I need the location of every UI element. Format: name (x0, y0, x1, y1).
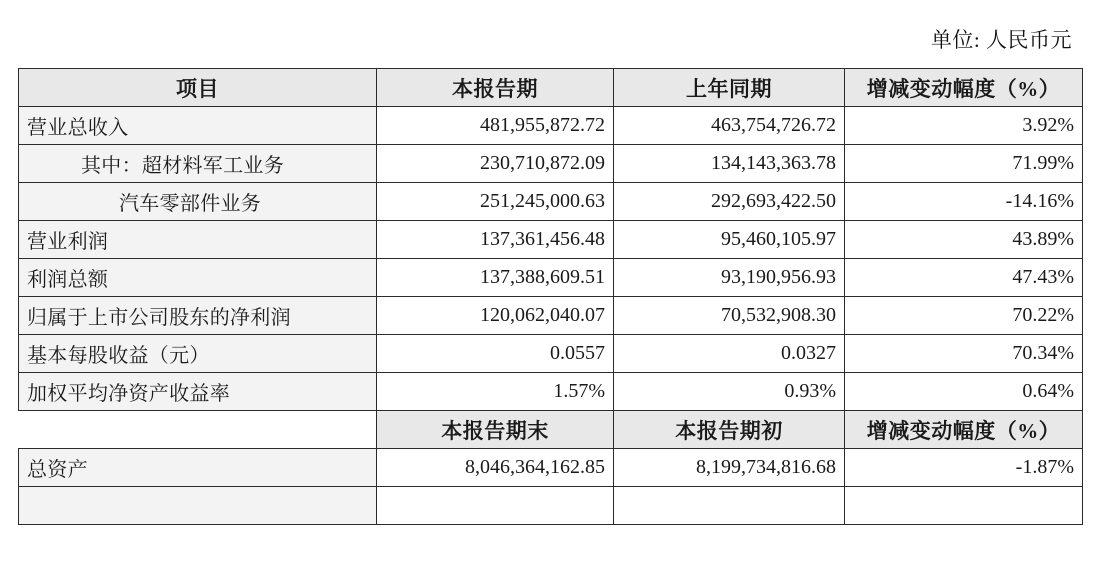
table-row (19, 373, 1083, 411)
row-previous-value (614, 487, 845, 525)
unit-note: 单位: 人民币元 (930, 28, 1072, 52)
row-label: 总资产 (19, 449, 377, 487)
financial-summary-table (18, 68, 1083, 525)
column-header-previous-period: 上年同期 (614, 69, 845, 107)
row-current-value (377, 487, 614, 525)
table-row (19, 221, 1083, 259)
row-current-value: 120,062,040.07 (377, 297, 614, 335)
column-header-blank (19, 411, 377, 449)
row-previous-value: 0.0327 (614, 335, 845, 373)
row-label: 汽车零部件业务 (19, 183, 377, 221)
row-label: 加权平均净资产收益率 (19, 373, 377, 411)
column-header-change-rate-balance: 增减变动幅度（%） (845, 411, 1083, 449)
table-header-row-period (19, 69, 1083, 107)
column-header-period-begin: 本报告期初 (614, 411, 845, 449)
row-label (19, 487, 377, 525)
row-previous-value: 8,199,734,816.68 (614, 449, 845, 487)
row-previous-value: 70,532,908.30 (614, 297, 845, 335)
row-current-value: 1.57% (377, 373, 614, 411)
row-change-value: -1.87% (845, 449, 1083, 487)
column-header-item: 项目 (19, 69, 377, 107)
row-change-value: -14.16% (845, 183, 1083, 221)
row-label: 其中：超材料军工业务 (19, 145, 377, 183)
row-current-value: 0.0557 (377, 335, 614, 373)
table-body (19, 69, 1083, 525)
row-current-value: 251,245,000.63 (377, 183, 614, 221)
row-current-value: 137,388,609.51 (377, 259, 614, 297)
row-previous-value: 95,460,105.97 (614, 221, 845, 259)
row-change-value (845, 487, 1083, 525)
row-previous-value: 0.93% (614, 373, 845, 411)
row-change-value: 70.34% (845, 335, 1083, 373)
column-header-period-end: 本报告期末 (377, 411, 614, 449)
table-row (19, 259, 1083, 297)
row-change-value: 47.43% (845, 259, 1083, 297)
row-change-value: 43.89% (845, 221, 1083, 259)
row-change-value: 0.64% (845, 373, 1083, 411)
row-change-value: 71.99% (845, 145, 1083, 183)
row-change-value: 70.22% (845, 297, 1083, 335)
row-change-value: 3.92% (845, 107, 1083, 145)
row-label: 基本每股收益（元） (19, 335, 377, 373)
table-row (19, 183, 1083, 221)
table-row (19, 449, 1083, 487)
column-header-change-rate: 增减变动幅度（%） (845, 69, 1083, 107)
row-current-value: 8,046,364,162.85 (377, 449, 614, 487)
row-current-value: 137,361,456.48 (377, 221, 614, 259)
row-previous-value: 93,190,956.93 (614, 259, 845, 297)
row-label: 归属于上市公司股东的净利润 (19, 297, 377, 335)
row-label: 营业利润 (19, 221, 377, 259)
column-header-current-period: 本报告期 (377, 69, 614, 107)
table-row (19, 107, 1083, 145)
row-previous-value: 134,143,363.78 (614, 145, 845, 183)
row-previous-value: 463,754,726.72 (614, 107, 845, 145)
row-label: 利润总额 (19, 259, 377, 297)
table-header-row-balance (19, 411, 1083, 449)
table-row-partial (19, 487, 1083, 525)
row-previous-value: 292,693,422.50 (614, 183, 845, 221)
table-row (19, 335, 1083, 373)
row-label: 营业总收入 (19, 107, 377, 145)
table-row (19, 297, 1083, 335)
table-row (19, 145, 1083, 183)
row-current-value: 481,955,872.72 (377, 107, 614, 145)
row-current-value: 230,710,872.09 (377, 145, 614, 183)
